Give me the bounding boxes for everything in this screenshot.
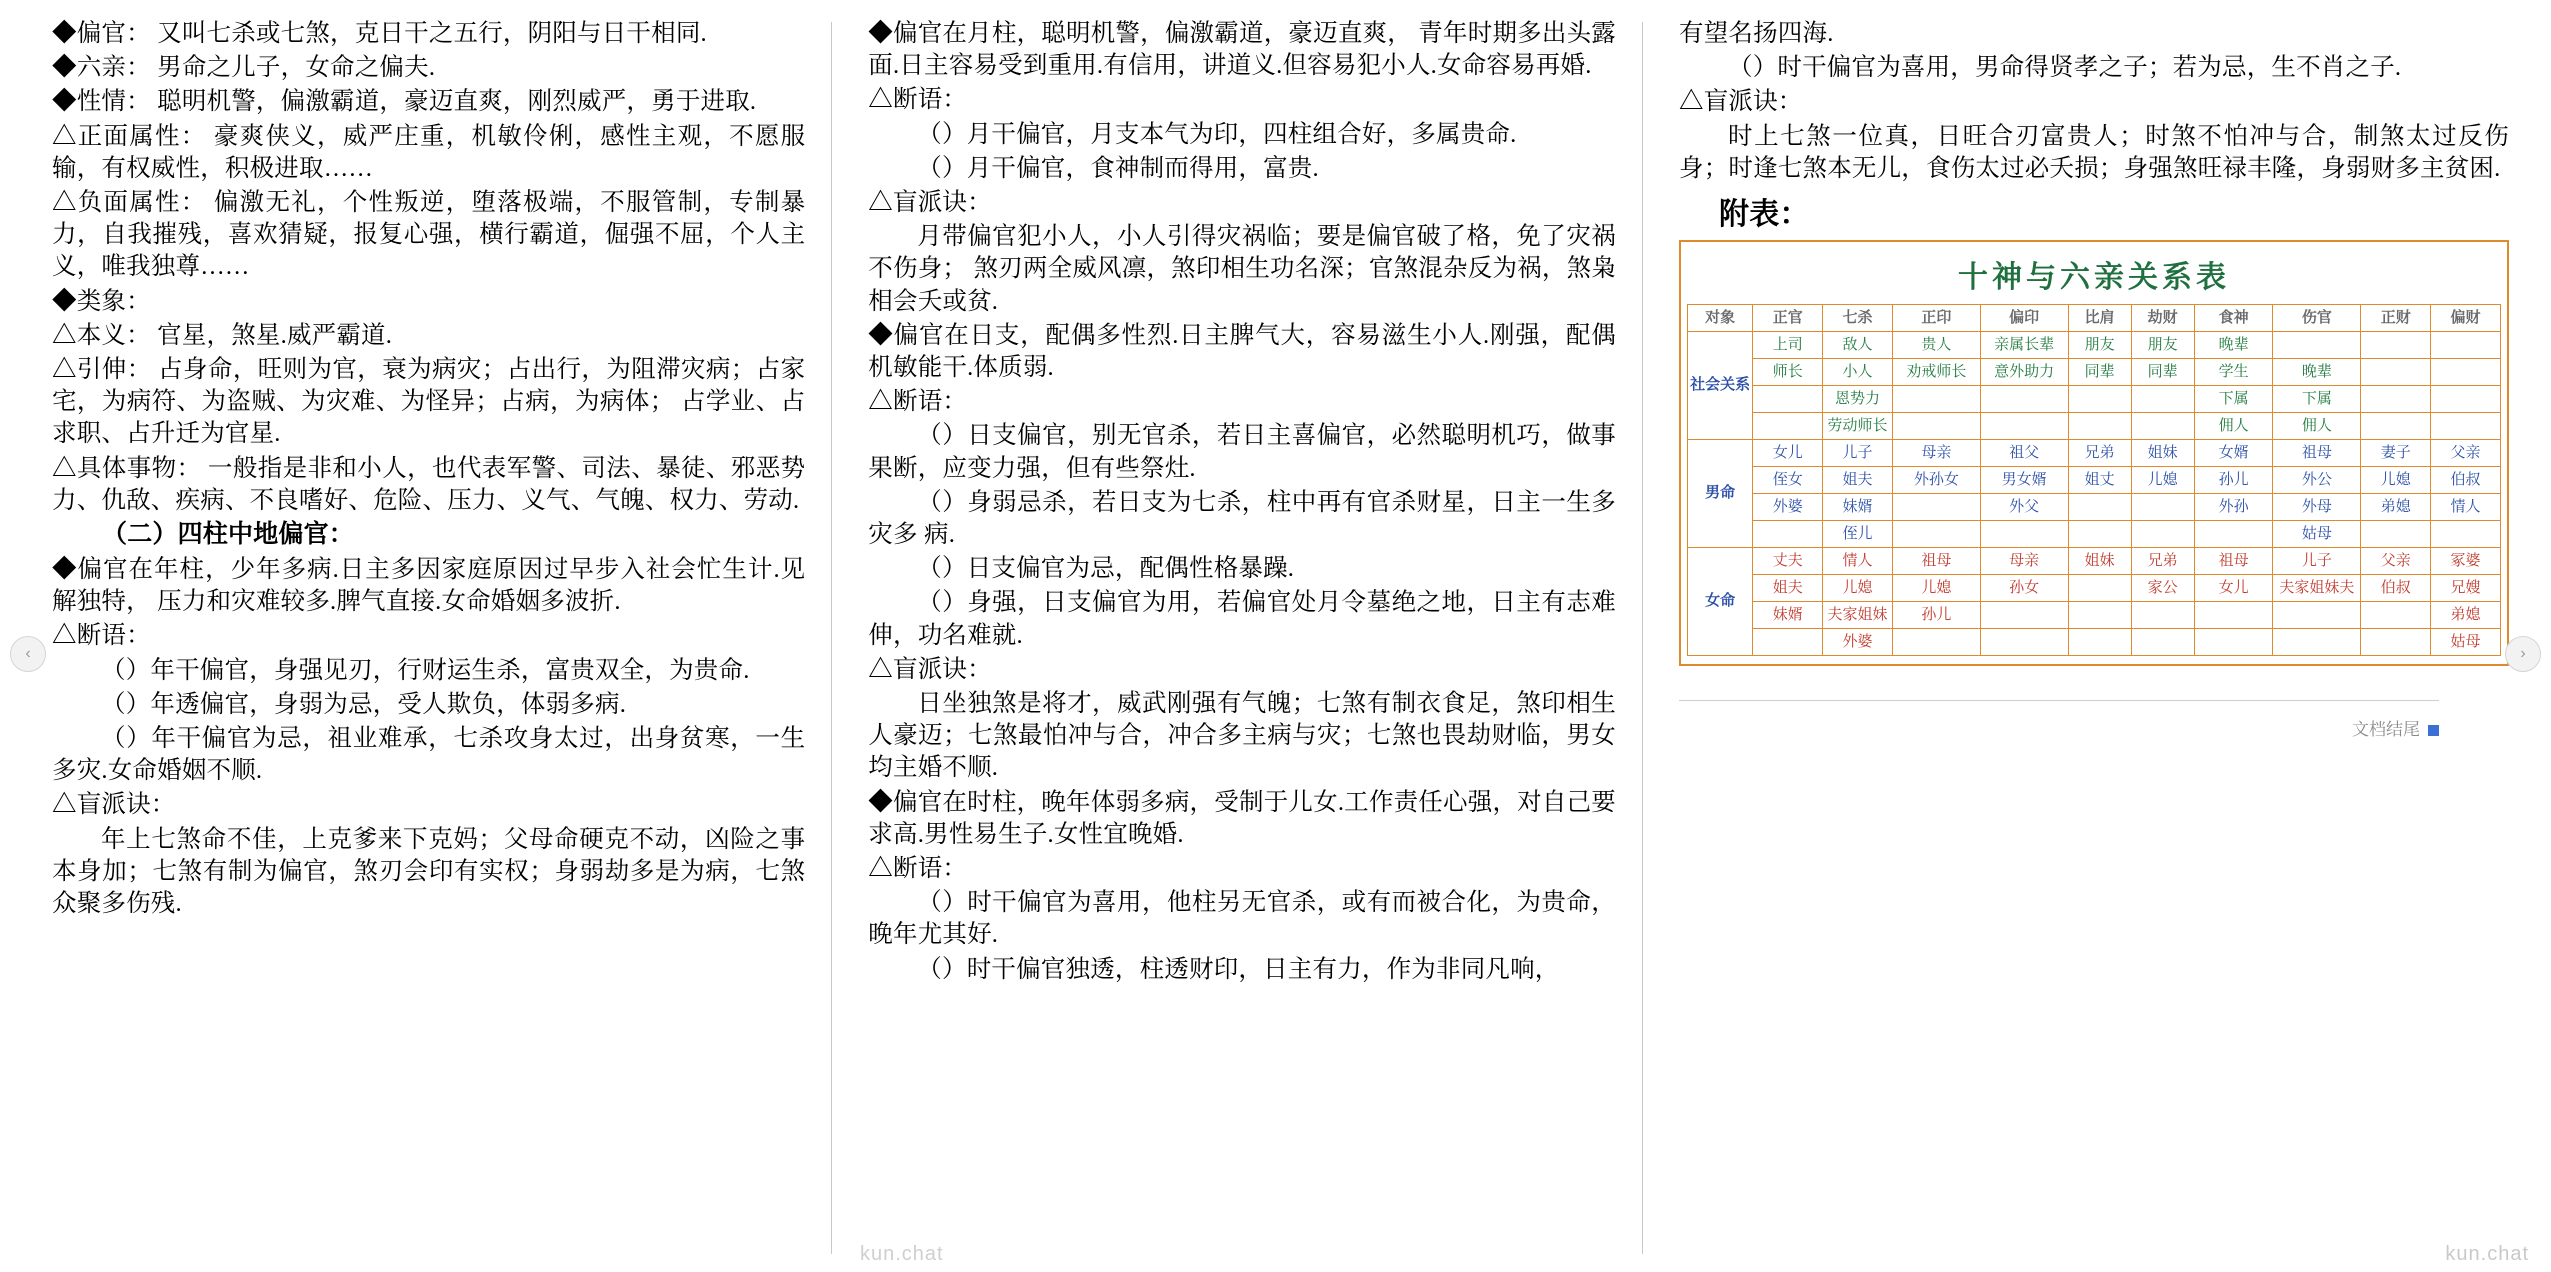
table-cell: 敌人 (1823, 332, 1893, 359)
table-cell: 外母 (2273, 494, 2361, 521)
chevron-left-icon: ‹ (25, 645, 31, 662)
table-cell: 妻子 (2361, 440, 2431, 467)
table-header-cell: 七杀 (1823, 305, 1893, 332)
paragraph: （）年干偏官为忌，祖业难承，七杀攻身太过，出身贫寒，一生多灾.女命婚姻不顺. (52, 724, 806, 785)
table-cell: 兄嫂 (2431, 575, 2501, 602)
table-cell: 情人 (2431, 494, 2501, 521)
table-cell (2131, 521, 2194, 548)
paragraph: （）日支偏官，别无官杀，若日主喜偏官，必然聪明机巧，做事果断，应变力强，但有些祭灶. (868, 422, 1616, 482)
table-cell (2431, 413, 2501, 440)
paragraph: （）时干偏官为喜用，男命得贤孝之子；若为忌，生不肖之子. (1728, 54, 2402, 82)
table-cell: 姐妹 (2068, 548, 2131, 575)
table-row (1688, 548, 2501, 575)
paragraph: （）年干偏官，身强见刃，行财运生杀，富贵双全，为贵命. (101, 656, 750, 684)
table-cell (2194, 521, 2273, 548)
table-cell (1892, 521, 1980, 548)
table-cell (1753, 386, 1823, 413)
document-end-text: 文档结尾 (2352, 720, 2420, 740)
table-cell (1892, 629, 1980, 656)
table-cell (2068, 575, 2131, 602)
table-row (1688, 629, 2501, 656)
table-cell: 儿子 (2273, 548, 2361, 575)
paragraph: ◆性情： 聪明机警，偏激霸道，豪迈直爽，刚烈威严，勇于进取. (52, 88, 757, 116)
table-cell (1892, 413, 1980, 440)
table-cell (1892, 494, 1980, 521)
table-body (1688, 305, 2501, 656)
table-cell (2431, 386, 2501, 413)
ten-gods-table-container (1679, 240, 2509, 666)
table-cell: 朋友 (2068, 332, 2131, 359)
table-cell: 丈夫 (1753, 548, 1823, 575)
table-cell: 兄弟 (2131, 548, 2194, 575)
paragraph: 月带偏官犯小人，小人引得灾祸临；要是偏官破了格，免了灾祸不伤身； 煞刃两全威风凛，煞印相生功名深；官煞混杂反为祸，煞枭相会夭或贫. (868, 223, 1616, 315)
table-cell (2361, 521, 2431, 548)
table-cell: 外孙 (2194, 494, 2273, 521)
table-row (1688, 386, 2501, 413)
table-cell: 师长 (1753, 359, 1823, 386)
table-row (1688, 467, 2501, 494)
table-cell (2431, 359, 2501, 386)
table-cell (2194, 602, 2273, 629)
paragraph: 年上七煞命不佳，上克爹来下克妈；父母命硬克不动，凶险之事本身加；七煞有制为偏官，煞刃会印有实权；身弱劫多是为病，七煞众聚多伤残. (52, 825, 806, 917)
table-cell (1980, 413, 2068, 440)
end-marker-icon (2428, 725, 2439, 736)
table-cell: 朋友 (2131, 332, 2194, 359)
table-cell: 伯叔 (2361, 575, 2431, 602)
table-cell: 外婆 (1823, 629, 1893, 656)
section-heading: （二）四柱中地偏官： (102, 521, 355, 549)
table-cell: 外孙女 (1892, 467, 1980, 494)
paragraph: △本义： 官星，煞星.威严霸道. (52, 321, 393, 349)
paragraph: ◆类象： (52, 287, 151, 315)
table-cell (2273, 602, 2361, 629)
paragraph: ◆偏官在日支，配偶多性烈.日主脾气大，容易滋生小人.刚强，配偶机敏能干.体质弱. (868, 321, 1616, 382)
paragraph: ◆偏官在月柱，聪明机警，偏激霸道，豪迈直爽， 青年时期多出头露面.日主容易受到重用.有信用，讲道义.但容易犯小人.女命容易再婚. (868, 20, 1616, 80)
table-cell: 外婆 (1753, 494, 1823, 521)
watermark-right (2445, 1243, 2529, 1266)
table-cell (2361, 332, 2431, 359)
table-cell: 女婿 (2194, 440, 2273, 467)
paragraph: （）身强，日支偏官为用，若偏官处月令墓绝之地，日主有志难伸，功名难就. (868, 589, 1616, 649)
table-row (1688, 413, 2501, 440)
table-header-cell: 劫财 (2131, 305, 2194, 332)
paragraph: ◆偏官在时柱，晚年体弱多病，受制于儿女.工作责任心强，对自己要求高.男性易生子.女性宜晚婚. (868, 788, 1616, 848)
table-cell: 外父 (1980, 494, 2068, 521)
table-cell: 外公 (2273, 467, 2361, 494)
table-cell: 意外助力 (1980, 359, 2068, 386)
table-cell: 母亲 (1980, 548, 2068, 575)
table-row (1688, 602, 2501, 629)
table-cell (1892, 386, 1980, 413)
paragraph: （）月干偏官，月支本气为印，四柱组合好，多属贵命. (917, 120, 1517, 148)
paragraph: △负面属性： 偏激无礼，个性叛逆，堕落极端，不服管制，专制暴力，自我摧残，喜欢猜疑，报复心强，横行霸道，倔强不屈，个人主义，唯我独尊…… (52, 189, 806, 281)
table-cell (2068, 494, 2131, 521)
paragraph: ◆偏官： 又叫七杀或七煞，克日干之五行，阴阳与日干相同. (52, 20, 707, 47)
table-cell: 父亲 (2431, 440, 2501, 467)
table-cell: 冢婆 (2431, 548, 2501, 575)
prev-page-button[interactable] (10, 636, 46, 672)
table-header-cell: 食神 (2194, 305, 2273, 332)
table-cell (2131, 629, 2194, 656)
table-cell (2273, 332, 2361, 359)
watermark-left: kun.chat (860, 1243, 944, 1265)
table-cell (2068, 629, 2131, 656)
paragraph: △正面属性： 豪爽侠义，威严庄重，机敏伶俐，感性主观，不愿服输，有权威性，积极进取…… (52, 122, 806, 182)
table-cell (2131, 602, 2194, 629)
table-cell: 兄弟 (2068, 440, 2131, 467)
table-cell (1753, 629, 1823, 656)
table-cell: 妹婿 (1823, 494, 1893, 521)
table-cell: 伯叔 (2431, 467, 2501, 494)
table-cell: 下属 (2273, 386, 2361, 413)
next-page-button[interactable] (2505, 636, 2541, 672)
table-cell (2361, 359, 2431, 386)
table-cell: 儿媳 (1892, 575, 1980, 602)
table-cell (1753, 521, 1823, 548)
table-cell (2273, 629, 2361, 656)
ten-gods-relations-table (1687, 304, 2501, 656)
table-header-cell: 比肩 (2068, 305, 2131, 332)
table-header-row (1688, 305, 2501, 332)
table-group-label: 男命 (1688, 440, 1753, 548)
attachment-heading: 附表： (1719, 198, 1810, 232)
table-cell: 晚辈 (2194, 332, 2273, 359)
table-cell: 同辈 (2068, 359, 2131, 386)
table-cell: 孙儿 (2194, 467, 2273, 494)
table-cell: 晚辈 (2273, 359, 2361, 386)
paragraph: ◆偏官在年柱，少年多病.日主多因家庭原因过早步入社会忙生计.见解独特， 压力和灾难较多.脾气直接.女命婚姻多波折. (52, 555, 806, 616)
paragraph: △断语： (868, 855, 968, 883)
table-cell: 侄儿 (1823, 521, 1893, 548)
table-row (1688, 575, 2501, 602)
table-title: 十神与六亲关系表 (1958, 261, 2230, 295)
table-cell (2431, 332, 2501, 359)
paragraph: （）身弱忌杀，若日支为七杀，柱中再有官杀财星，日主一生多灾多 病. (868, 488, 1616, 549)
paragraph: 有望名扬四海. (1679, 20, 1834, 47)
paragraph: △具体事物： 一般指是非和小人，也代表军警、司法、暴徒、邪恶势力、仇敌、疾病、不良嗜好、危险、压力、义气、气魄、权力、劳动. (52, 454, 806, 514)
table-cell: 儿媳 (2361, 467, 2431, 494)
table-cell: 儿媳 (2131, 467, 2194, 494)
table-cell: 儿媳 (1823, 575, 1893, 602)
table-cell (1980, 521, 2068, 548)
table-row (1688, 440, 2501, 467)
paragraph: 日坐独煞是将才，威武刚强有气魄；七煞有制衣食足，煞印相生人豪迈；七煞最怕冲与合，冲合多主病与灾；七煞也畏劫财临，男女均主婚不顺. (868, 690, 1616, 782)
table-cell: 学生 (2194, 359, 2273, 386)
table-cell (2068, 386, 2131, 413)
table-header-cell: 偏印 (1980, 305, 2068, 332)
table-cell: 夫家姐妹 (1823, 602, 1893, 629)
table-cell: 孙儿 (1892, 602, 1980, 629)
table-cell (2431, 521, 2501, 548)
table-cell (1980, 629, 2068, 656)
table-cell: 祖母 (2273, 440, 2361, 467)
table-cell: 女儿 (1753, 440, 1823, 467)
table-cell: 恩势力 (1823, 386, 1893, 413)
table-row (1688, 359, 2501, 386)
paragraph: △盲派诀： (1679, 88, 1803, 116)
table-cell (2361, 629, 2431, 656)
table-header-cell: 偏财 (2431, 305, 2501, 332)
paragraph: 时上七煞一位真，日旺合刃富贵人；时煞不怕冲与合，制煞太过反伤身；时逢七煞本无儿，食伤太过必夭损；身强煞旺禄丰隆，身弱财多主贫困. (1679, 122, 2509, 182)
table-cell: 情人 (1823, 548, 1893, 575)
table-header-cell: 正财 (2361, 305, 2431, 332)
table-cell (2361, 386, 2431, 413)
table-header-cell: 对象 (1688, 305, 1753, 332)
table-cell: 夫家姐妹夫 (2273, 575, 2361, 602)
text-column-1 (22, 18, 831, 1262)
table-cell: 姐丈 (2068, 467, 2131, 494)
table-cell: 劳动师长 (1823, 413, 1893, 440)
table-cell: 佣人 (2194, 413, 2273, 440)
table-cell: 祖母 (2194, 548, 2273, 575)
paragraph: （）时干偏官独透，柱透财印，日主有力，作为非同凡响， (917, 955, 1560, 983)
table-cell: 祖父 (1980, 440, 2068, 467)
table-cell: 妹婿 (1753, 602, 1823, 629)
paragraph: （）月干偏官，食神制而得用，富贵. (917, 154, 1319, 182)
table-cell: 母亲 (1892, 440, 1980, 467)
table-cell: 姐夫 (1823, 467, 1893, 494)
text-column-3 (1643, 18, 2529, 1262)
table-cell: 家公 (2131, 575, 2194, 602)
table-group-label: 社会关系 (1688, 332, 1753, 440)
paragraph: △盲派诀： (868, 655, 992, 683)
paragraph: （）年透偏官，身弱为忌，受人欺负，体弱多病. (101, 690, 627, 718)
table-cell: 贵人 (1892, 332, 1980, 359)
table-cell: 女儿 (2194, 575, 2273, 602)
table-cell: 祖母 (1892, 548, 1980, 575)
table-cell (2068, 413, 2131, 440)
table-cell: 姐夫 (1753, 575, 1823, 602)
table-cell: 弟媳 (2431, 602, 2501, 629)
table-cell: 佣人 (2273, 413, 2361, 440)
table-group-label: 女命 (1688, 548, 1753, 656)
table-header-cell: 伤官 (2273, 305, 2361, 332)
text-column-2 (832, 18, 1642, 1262)
table-cell (1753, 413, 1823, 440)
paragraph: （）日支偏官为忌，配偶性格暴躁. (917, 555, 1295, 583)
paragraph: （）时干偏官为喜用，他柱另无官杀，或有而被合化，为贵命，晚年尤其好. (868, 889, 1616, 949)
table-cell (2361, 602, 2431, 629)
table-cell: 上司 (1753, 332, 1823, 359)
footer-divider (1679, 700, 2439, 701)
paragraph: △引伸： 占身命，旺则为官，衰为病灾；占出行，为阻滞灾病；占家宅，为病符、为盗贼、为灾难、为怪异；占病，为病体； 占学业、占求职、占升迁为官星. (52, 356, 806, 448)
table-row (1688, 521, 2501, 548)
table-cell (2068, 602, 2131, 629)
table-cell (1980, 602, 2068, 629)
table-cell: 亲属长辈 (1980, 332, 2068, 359)
paragraph: △断语： (868, 388, 968, 416)
table-cell: 姑母 (2273, 521, 2361, 548)
table-cell (2194, 629, 2273, 656)
table-cell: 劝戒师长 (1892, 359, 1980, 386)
document-end-label (1679, 715, 2439, 740)
table-cell: 侄女 (1753, 467, 1823, 494)
table-cell (1980, 386, 2068, 413)
table-cell (2131, 413, 2194, 440)
table-cell: 男女婿 (1980, 467, 2068, 494)
table-cell: 孙女 (1980, 575, 2068, 602)
watermark-right-text: kun.chat (2445, 1243, 2529, 1265)
paragraph: △断语： (868, 86, 968, 114)
table-cell: 姑母 (2431, 629, 2501, 656)
table-header-cell: 正官 (1753, 305, 1823, 332)
table-cell: 姐妹 (2131, 440, 2194, 467)
paragraph: △盲派诀： (52, 791, 176, 819)
paragraph: ◆六亲： 男命之儿子，女命之偏夫. (52, 54, 436, 82)
table-row (1688, 494, 2501, 521)
table-cell: 弟媳 (2361, 494, 2431, 521)
table-cell (2068, 521, 2131, 548)
table-cell: 父亲 (2361, 548, 2431, 575)
table-cell: 小人 (1823, 359, 1893, 386)
table-header-cell: 正印 (1892, 305, 1980, 332)
table-row (1688, 332, 2501, 359)
paragraph: △断语： (52, 622, 151, 650)
chevron-right-icon: › (2520, 645, 2526, 662)
table-cell (2131, 494, 2194, 521)
table-cell (2361, 413, 2431, 440)
table-cell: 儿子 (1823, 440, 1893, 467)
table-cell: 下属 (2194, 386, 2273, 413)
table-cell (2131, 386, 2194, 413)
paragraph: △盲派诀： (868, 189, 992, 217)
table-cell: 同辈 (2131, 359, 2194, 386)
